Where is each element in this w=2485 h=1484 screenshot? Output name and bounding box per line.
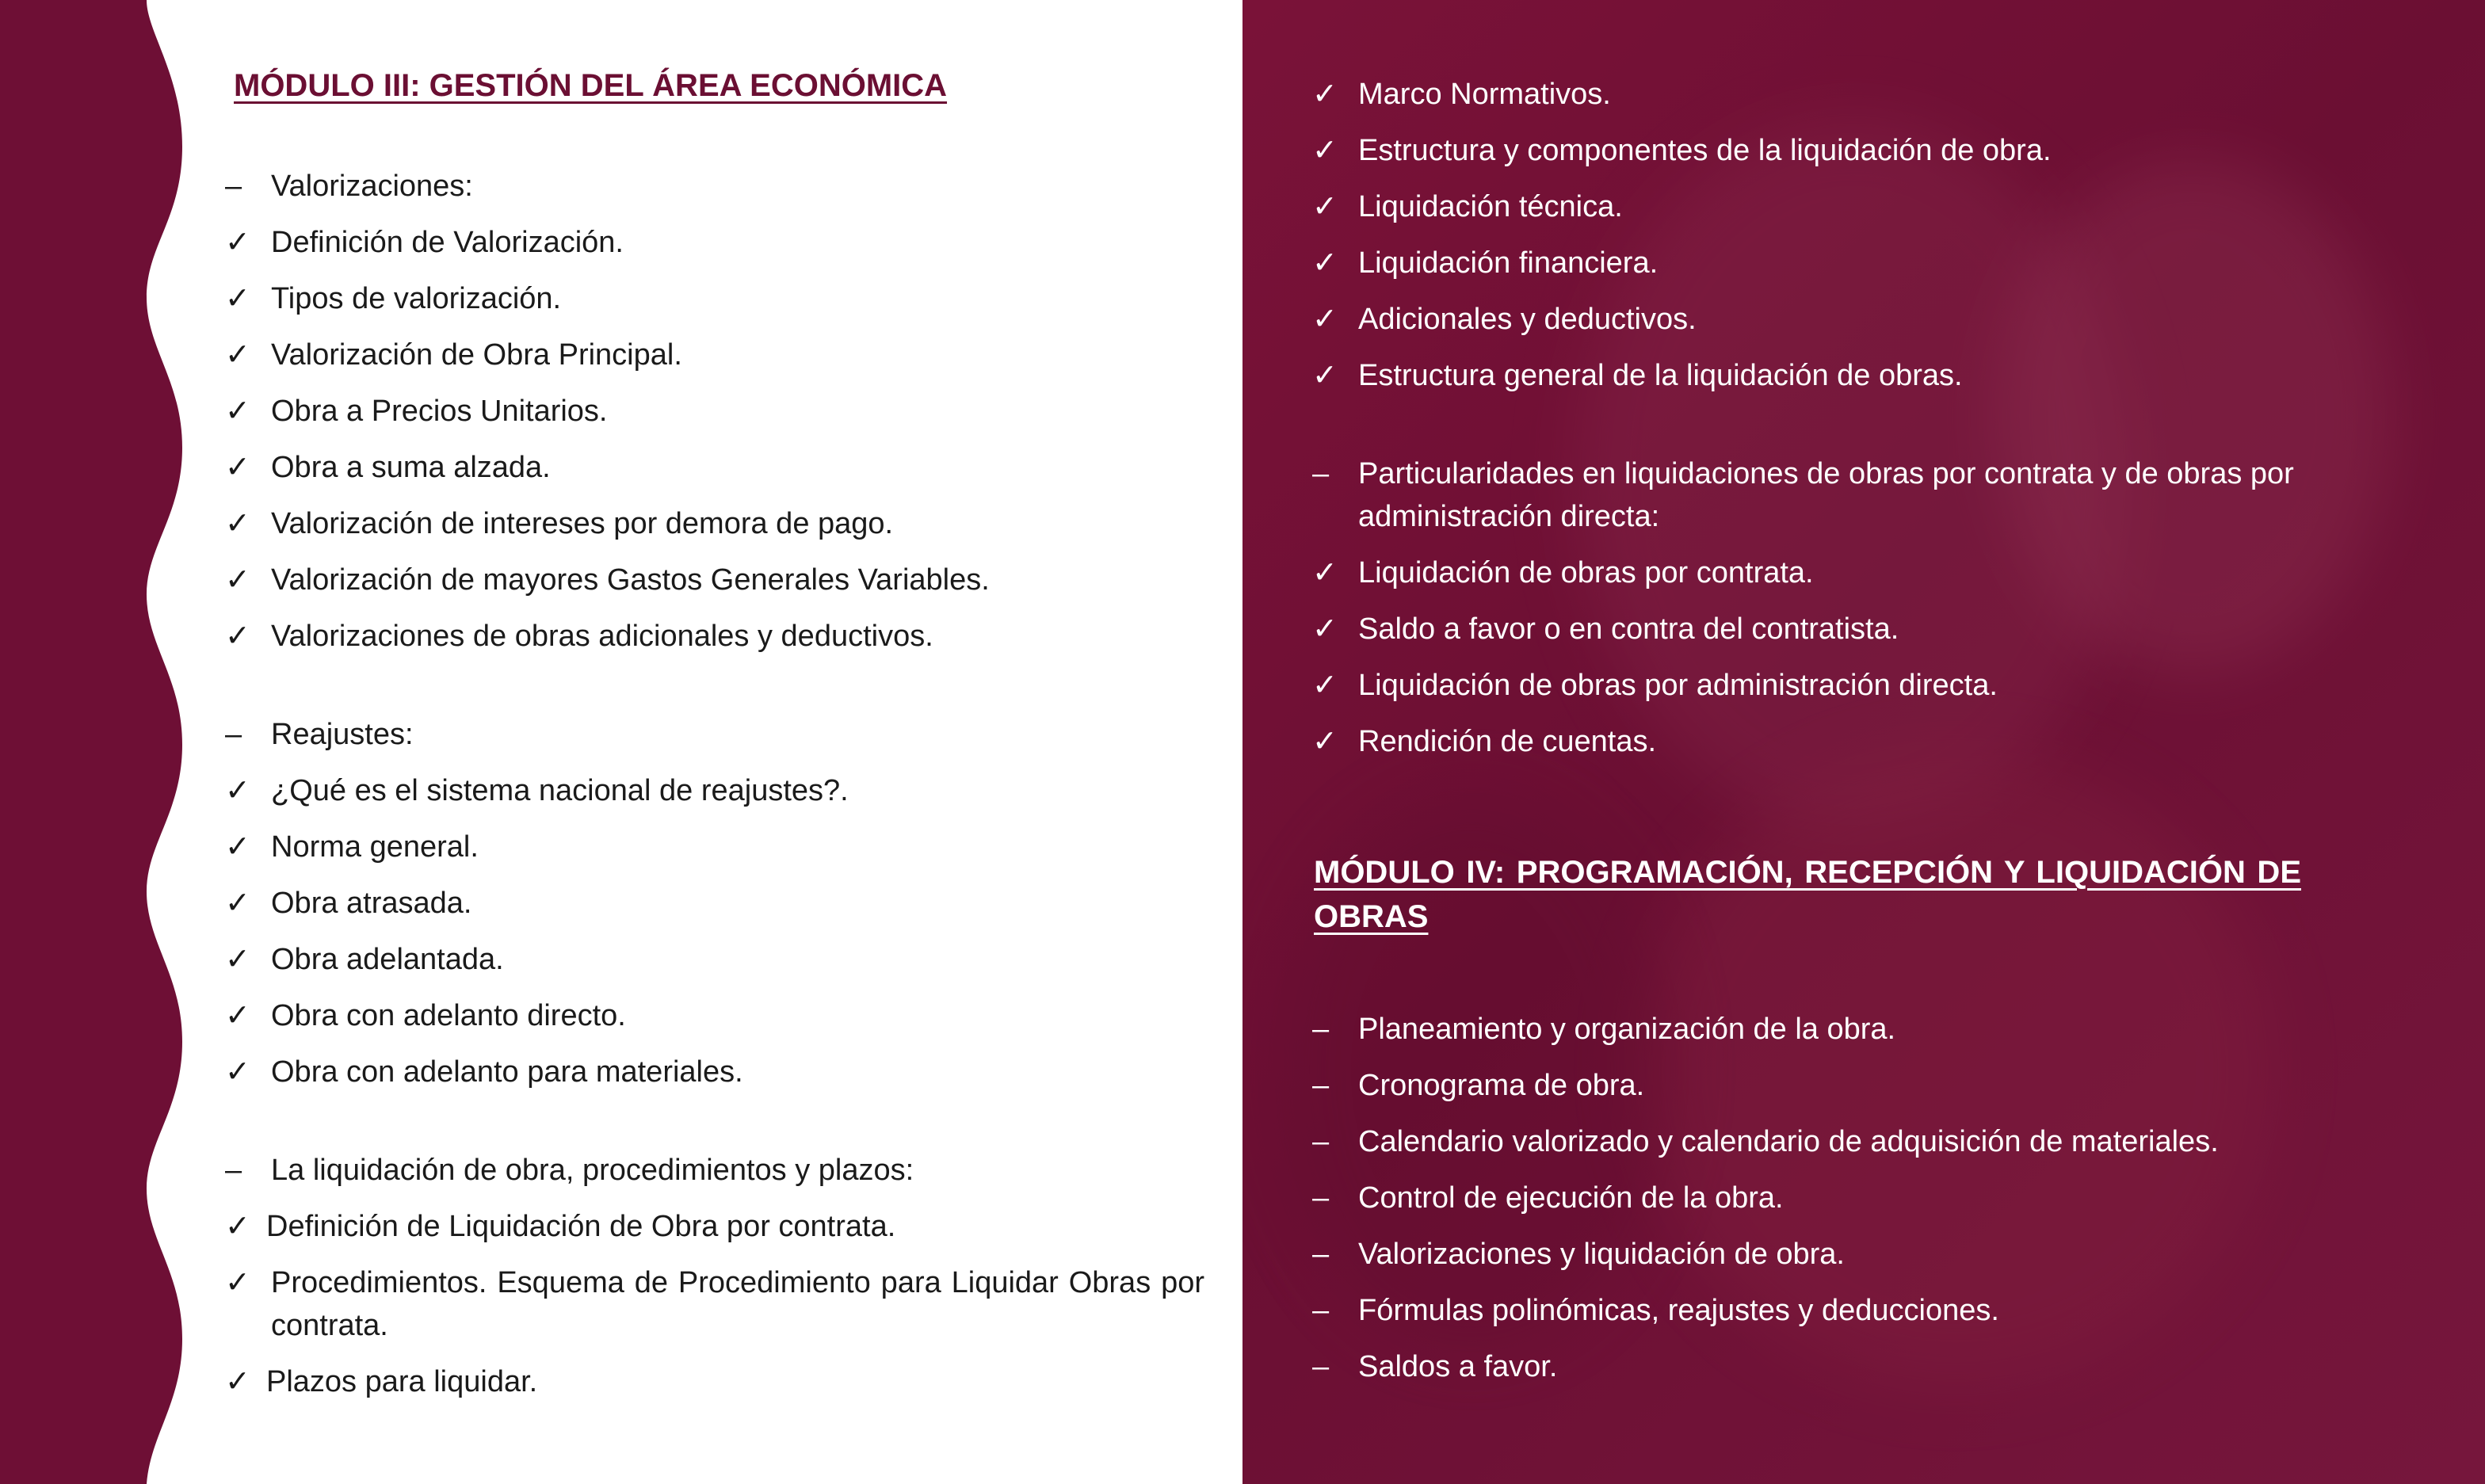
list-item <box>225 334 1204 376</box>
list-item <box>225 938 1204 981</box>
list-item <box>225 221 1204 264</box>
list-item-text: Saldo a favor o en contra del contratista. <box>1358 612 1899 646</box>
dash-bullet: – <box>1312 1013 1330 1046</box>
list-item <box>225 390 1204 433</box>
list-item <box>1312 1177 2303 1219</box>
dash-bullet: – <box>225 718 242 751</box>
list-item <box>225 446 1204 489</box>
list-item-text: ¿Qué es el sistema nacional de reajustes?. <box>271 774 849 807</box>
list-item-text: Adicionales y deductivos. <box>1358 303 1697 336</box>
checkmark-icon: ✓ <box>1312 134 1338 167</box>
list-item-text: Obra con adelanto directo. <box>271 999 626 1032</box>
list-item <box>1312 551 2303 594</box>
list-item-text: Valorización de mayores Gastos Generales Variables. <box>271 563 990 597</box>
list-item <box>225 615 1204 658</box>
checkmark-icon: ✓ <box>225 999 250 1032</box>
list-item-text: Cronograma de obra. <box>1358 1069 1645 1102</box>
list-item-text: Definición de Liquidación de Obra por contrata. <box>266 1210 896 1243</box>
list-item <box>1312 1345 2303 1388</box>
checkmark-icon: ✓ <box>225 563 250 597</box>
checkmark-icon: ✓ <box>225 1055 250 1089</box>
list-item-text: Calendario valorizado y calendario de adquisición de materiales. <box>1358 1125 2219 1158</box>
checkmark-icon: ✓ <box>225 1365 250 1398</box>
checkmark-icon: ✓ <box>225 620 250 653</box>
checkmark-icon: ✓ <box>1312 556 1338 589</box>
list-item <box>225 277 1204 320</box>
checkmark-icon: ✓ <box>225 943 250 976</box>
list-item-text: Obra a Precios Unitarios. <box>271 395 608 428</box>
list-item <box>1312 1289 2303 1332</box>
list-item <box>1312 1233 2303 1276</box>
list-item <box>1312 720 2303 763</box>
list-item <box>225 1205 1204 1248</box>
list-item <box>225 1360 1204 1403</box>
checkmark-icon: ✓ <box>1312 359 1338 392</box>
list-item <box>225 994 1204 1037</box>
list-item <box>225 165 1204 208</box>
list-item-text: Fórmulas polinómicas, reajustes y deducciones. <box>1358 1294 1999 1327</box>
list-item <box>1312 452 2303 538</box>
checkmark-icon: ✓ <box>225 226 250 259</box>
dash-bullet: – <box>1312 457 1330 490</box>
list-item-text: Obra con adelanto para materiales. <box>271 1055 743 1089</box>
list-item-text: Obra adelantada. <box>271 943 504 976</box>
list-item <box>1312 664 2303 707</box>
list-item <box>1312 242 2303 284</box>
dash-bullet: – <box>1312 1350 1330 1383</box>
list-item-text: Norma general. <box>271 830 479 864</box>
list-item-text: Reajustes: <box>271 718 414 751</box>
checkmark-icon: ✓ <box>225 830 250 864</box>
list-item-text: Plazos para liquidar. <box>266 1365 538 1398</box>
list-item-text: Liquidación de obras por administración directa. <box>1358 669 1998 702</box>
list-item-text: Valorización de intereses por demora de pago. <box>271 507 894 540</box>
list-item-text: Valorizaciones: <box>271 170 473 203</box>
list-item <box>225 826 1204 868</box>
module-4-topic-list <box>1312 1008 2303 1402</box>
list-item-text: Marco Normativos. <box>1358 78 1611 111</box>
list-item <box>1312 73 2303 116</box>
list-item-text: Particularidades en liquidaciones de obras por contrata y de obras por administración directa: <box>1358 457 2294 533</box>
dash-bullet: – <box>1312 1294 1330 1327</box>
checkmark-icon: ✓ <box>1312 725 1338 758</box>
list-item <box>225 1149 1204 1192</box>
checkmark-icon: ✓ <box>1312 190 1338 223</box>
list-item-text: Tipos de valorización. <box>271 282 562 315</box>
dash-bullet: – <box>225 1154 242 1187</box>
list-item <box>1312 608 2303 650</box>
checkmark-icon: ✓ <box>225 395 250 428</box>
dash-bullet: – <box>1312 1238 1330 1271</box>
list-item <box>225 1261 1204 1347</box>
list-item <box>1312 354 2303 397</box>
list-item-text: Liquidación de obras por contrata. <box>1358 556 1814 589</box>
dash-bullet: – <box>225 170 242 203</box>
list-item-text: La liquidación de obra, procedimientos y plazos: <box>271 1154 914 1187</box>
checkmark-icon: ✓ <box>225 1266 250 1299</box>
list-item-text: Procedimientos. Esquema de Procedimiento para Liquidar Obras por contrata. <box>271 1266 1204 1342</box>
checkmark-icon: ✓ <box>1312 303 1338 336</box>
checkmark-icon: ✓ <box>225 774 250 807</box>
checkmark-icon: ✓ <box>1312 246 1338 280</box>
module-4-heading: MÓDULO IV: PROGRAMACIÓN, RECEPCIÓN Y LIQUIDACIÓN DE OBRAS <box>1314 855 2301 934</box>
checkmark-icon: ✓ <box>1312 612 1338 646</box>
list-item <box>225 713 1204 756</box>
list-item <box>225 769 1204 812</box>
checkmark-icon: ✓ <box>225 887 250 920</box>
list-item-text: Saldos a favor. <box>1358 1350 1558 1383</box>
list-item <box>1312 185 2303 228</box>
checkmark-icon: ✓ <box>1312 669 1338 702</box>
list-item-text: Planeamiento y organización de la obra. <box>1358 1013 1896 1046</box>
module-3-topic-list <box>225 165 1204 1417</box>
list-item-text: Estructura general de la liquidación de obras. <box>1358 359 1963 392</box>
module-3-continued-list <box>1312 73 2303 776</box>
list-item-text: Definición de Valorización. <box>271 226 624 259</box>
list-item-text: Valorizaciones de obras adicionales y deductivos. <box>271 620 933 653</box>
wavy-left-border <box>0 0 182 1484</box>
list-item-text: Obra a suma alzada. <box>271 451 551 484</box>
dash-bullet: – <box>1312 1125 1330 1158</box>
list-item-text: Estructura y componentes de la liquidación de obra. <box>1358 134 2052 167</box>
list-item-text: Liquidación técnica. <box>1358 190 1623 223</box>
list-item <box>1312 1008 2303 1051</box>
list-item <box>1312 1064 2303 1107</box>
list-item <box>225 559 1204 601</box>
checkmark-icon: ✓ <box>225 451 250 484</box>
checkmark-icon: ✓ <box>225 1210 250 1243</box>
list-item-text: Obra atrasada. <box>271 887 472 920</box>
list-item-text: Control de ejecución de la obra. <box>1358 1181 1784 1215</box>
module-3-heading: MÓDULO III: GESTIÓN DEL ÁREA ECONÓMICA <box>234 68 948 103</box>
list-item-text: Valorizaciones y liquidación de obra. <box>1358 1238 1845 1271</box>
checkmark-icon: ✓ <box>225 507 250 540</box>
checkmark-icon: ✓ <box>1312 78 1338 111</box>
list-item <box>225 502 1204 545</box>
dash-bullet: – <box>1312 1181 1330 1215</box>
list-item-text: Rendición de cuentas. <box>1358 725 1657 758</box>
checkmark-icon: ✓ <box>225 282 250 315</box>
list-item <box>1312 298 2303 341</box>
list-item-text: Valorización de Obra Principal. <box>271 338 682 372</box>
checkmark-icon: ✓ <box>225 338 250 372</box>
list-item <box>225 882 1204 925</box>
list-item <box>225 1051 1204 1093</box>
dash-bullet: – <box>1312 1069 1330 1102</box>
list-item <box>1312 129 2303 172</box>
list-item-text: Liquidación financiera. <box>1358 246 1659 280</box>
list-item <box>1312 1120 2303 1163</box>
